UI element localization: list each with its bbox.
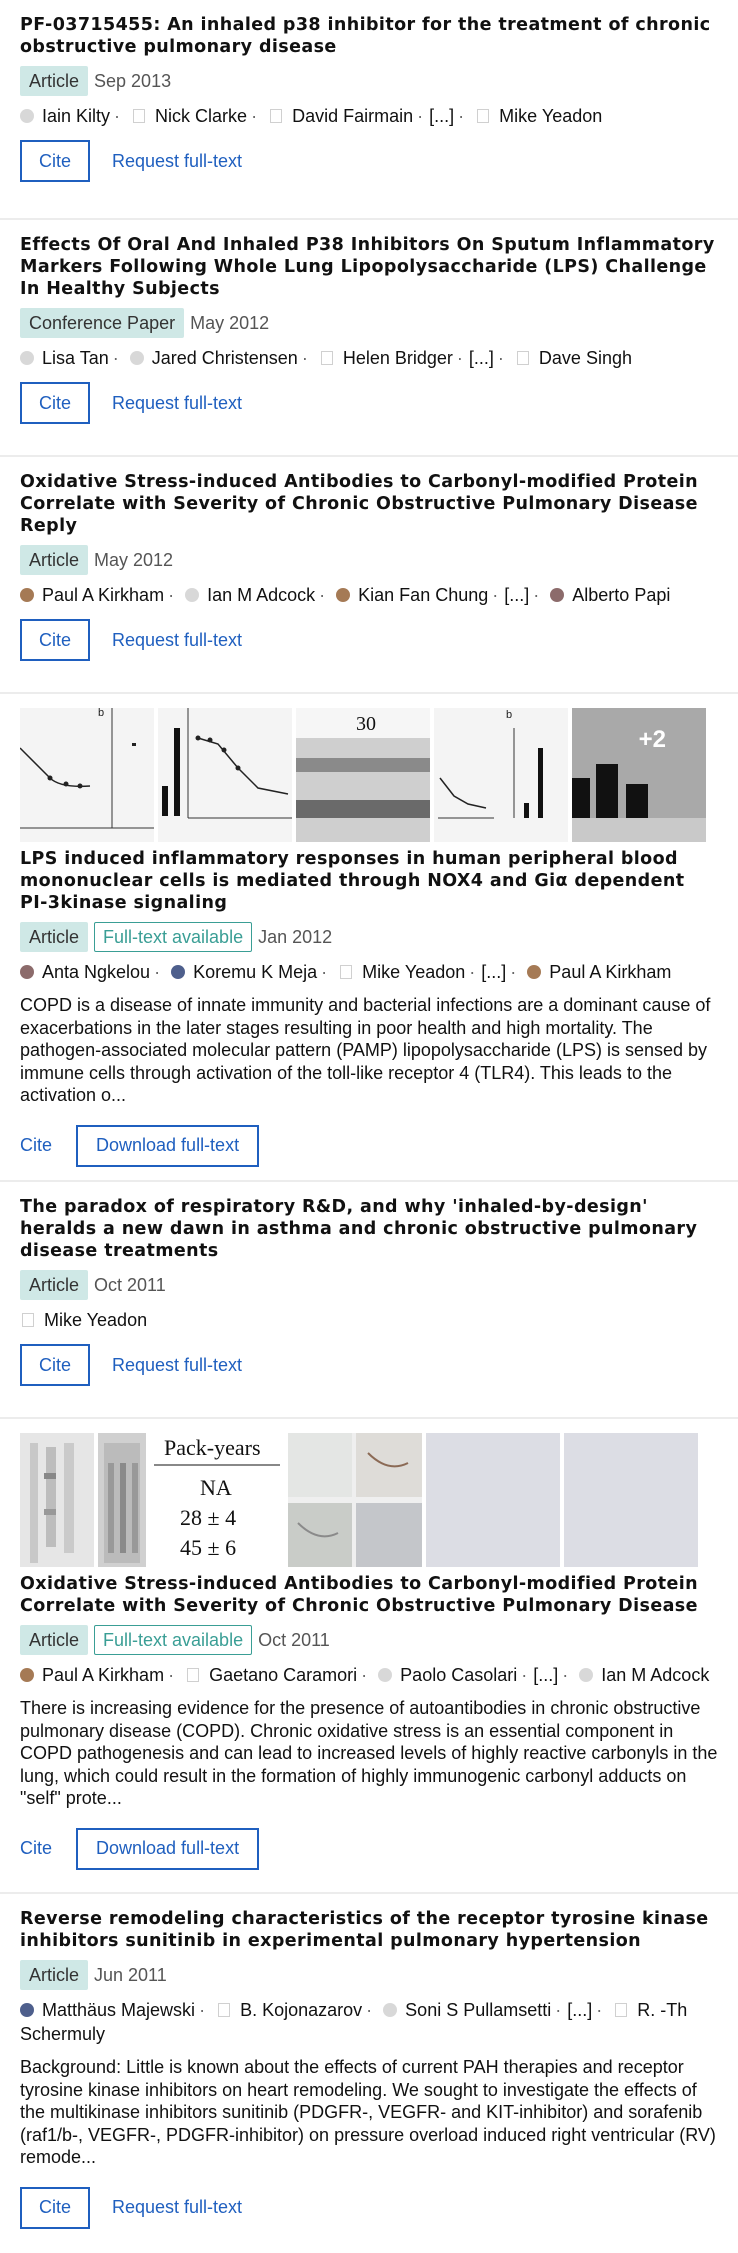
author-link[interactable]: Ian M Adcock xyxy=(601,1665,710,1685)
cite-button[interactable]: Cite xyxy=(20,382,90,424)
request-fulltext-link[interactable]: Request full-text xyxy=(112,1354,243,1375)
cite-button[interactable]: Cite xyxy=(20,619,90,661)
author-link[interactable]: Helen Bridger xyxy=(342,348,453,368)
avatar-placeholder-icon xyxy=(187,1668,199,1682)
avatar xyxy=(550,588,564,602)
avatar-placeholder-icon xyxy=(22,1313,34,1327)
author-link[interactable]: Paul A Kirkham xyxy=(549,962,672,982)
download-fulltext-button[interactable]: Download full-text xyxy=(76,1125,259,1167)
figure-strip[interactable] xyxy=(20,1433,718,1567)
list-item xyxy=(0,1894,738,2217)
result-title[interactable]: Oxidative Stress-induced Antibodies to Carbonyl-modified Protein Correlate with Severity of Chronic Obstructive Pulmonary Disease Reply xyxy=(20,472,699,536)
avatar-placeholder-icon xyxy=(321,351,333,365)
author-link[interactable]: Alberto Papi xyxy=(572,585,671,605)
type-badge: Article xyxy=(20,66,88,96)
author-list: Paul A Kirkham · Gaetano Caramori · Paolo Casolari · [...] · Ian M Adcock xyxy=(20,1663,718,1687)
list-item xyxy=(0,457,738,694)
author-link[interactable]: David Fairmain xyxy=(292,106,414,126)
more-figures-count[interactable]: +2 xyxy=(638,726,666,753)
request-fulltext-link[interactable]: Request full-text xyxy=(112,629,243,650)
result-title[interactable]: Oxidative Stress-induced Antibodies to Carbonyl-modified Protein Correlate with Severity of Chronic Obstructive Pulmonary Disease xyxy=(20,1574,699,1616)
result-date: Sep 2013 xyxy=(94,70,172,91)
result-meta xyxy=(20,66,718,96)
type-badge: Article xyxy=(20,1270,88,1300)
result-date: May 2012 xyxy=(190,312,270,333)
result-date: Oct 2011 xyxy=(94,1274,166,1295)
result-date: May 2012 xyxy=(94,549,174,570)
avatar-placeholder-icon xyxy=(270,109,282,123)
author-link[interactable]: Dave Singh xyxy=(538,348,632,368)
more-authors[interactable]: [...] xyxy=(468,348,494,368)
avatar xyxy=(579,1668,593,1682)
more-authors[interactable]: [...] xyxy=(429,106,455,126)
author-list: Paul A Kirkham · Ian M Adcock · Kian Fan Chung · [...] · Alberto Papi xyxy=(20,583,718,607)
type-badge: Article xyxy=(20,1625,88,1655)
avatar xyxy=(20,1668,34,1682)
more-authors[interactable]: [...] xyxy=(533,1665,559,1685)
author-link[interactable]: Lisa Tan xyxy=(42,348,109,368)
figure-thumbnail[interactable] xyxy=(20,1433,94,1567)
list-item xyxy=(0,0,738,220)
list-item xyxy=(0,220,738,457)
author-link[interactable]: Mike Yeadon xyxy=(499,106,603,126)
author-link[interactable]: Nick Clarke xyxy=(155,106,248,126)
author-list: Matthäus Majewski · B. Kojonazarov · Soni S Pullamsetti · [...] · R. -Th Schermuly xyxy=(20,2000,688,2044)
figure-thumbnail[interactable] xyxy=(564,1433,698,1567)
result-title[interactable]: PF-03715455: An inhaled p38 inhibitor for the treatment of chronic obstructive pulmonary disease xyxy=(20,15,711,57)
author-link[interactable]: Ian M Adcock xyxy=(207,585,316,605)
author-link[interactable]: Mike Yeadon xyxy=(362,962,466,982)
author-link[interactable]: Jared Christensen xyxy=(151,348,298,368)
author-link[interactable]: Paul A Kirkham xyxy=(42,585,165,605)
figure-thumbnail[interactable] xyxy=(20,708,154,842)
type-badge: Article xyxy=(20,1960,88,1990)
avatar xyxy=(336,588,350,602)
figure-thumbnail[interactable] xyxy=(426,1433,560,1567)
result-abstract: Background: Little is known about the effects of current PAH therapies and receptor tyrosine kinase inhibitors on heart remodeling. We sought to investigate the effects of the multikinase inhibitors sunitinib (PDGFR-, VEGFR- and KIT-inhibitor) and sorafenib (raf1/b-, VEGFR-, PDGFR-inhibitor) on pressure overload induced right ventricular (RV) remode... xyxy=(20,2057,716,2167)
list-item xyxy=(0,694,738,1182)
result-actions xyxy=(20,140,718,206)
result-actions xyxy=(20,1828,718,1894)
result-meta xyxy=(20,545,718,575)
avatar-placeholder-icon xyxy=(615,2003,627,2017)
result-title[interactable]: Reverse remodeling characteristics of the receptor tyrosine kinase inhibitors sunitinib in experimental pulmonary hypertension xyxy=(20,1909,709,1951)
result-meta xyxy=(20,1625,718,1655)
more-authors[interactable]: [...] xyxy=(504,585,530,605)
avatar-placeholder-icon xyxy=(218,2003,230,2017)
figure-thumbnail[interactable] xyxy=(158,708,292,842)
avatar xyxy=(20,109,34,123)
author-link[interactable]: Anta Ngkelou xyxy=(42,962,151,982)
request-fulltext-link[interactable]: Request full-text xyxy=(112,2197,243,2217)
list-item xyxy=(0,1419,738,1894)
type-badge: Article xyxy=(20,922,88,952)
author-link[interactable]: Kian Fan Chung xyxy=(358,585,489,605)
avatar xyxy=(185,588,199,602)
author-list xyxy=(20,1308,718,1332)
figure-panel-label: 28 ± 4 xyxy=(180,1505,237,1530)
author-link[interactable]: R. -Th Schermuly xyxy=(20,2000,688,2044)
result-meta xyxy=(20,922,718,952)
figure-thumbnail[interactable] xyxy=(572,708,706,842)
figure-thumbnail[interactable] xyxy=(98,1433,146,1567)
result-actions xyxy=(20,1344,718,1410)
result-date: Jun 2011 xyxy=(94,1964,167,1985)
type-badge: Conference Paper xyxy=(20,308,184,338)
result-abstract: There is increasing evidence for the presence of autoantibodies in chronic obstructive pulmonary disease (COPD). Chronic oxidative stress is an essential component in COPD pathogenesis and can lead to increased levels of highly reactive carbonyls in the lung, which could result in the formation of highly immunogenic carbonyl adducts on "self" prote... xyxy=(20,1698,718,1808)
cite-button[interactable]: Cite xyxy=(20,1135,53,1155)
figure-panel-label: b xyxy=(506,709,513,721)
avatar-placeholder-icon xyxy=(133,109,145,123)
avatar xyxy=(20,588,34,602)
figure-panel-label: 45 ± 6 xyxy=(180,1535,237,1560)
author-link[interactable]: Mike Yeadon xyxy=(44,1310,148,1330)
avatar-placeholder-icon xyxy=(477,109,489,123)
avatar xyxy=(378,1668,392,1682)
figure-thumbnail[interactable] xyxy=(434,708,568,842)
figure-thumbnail[interactable] xyxy=(288,1433,422,1567)
fulltext-badge: Full-text available xyxy=(94,922,252,952)
avatar-placeholder-icon xyxy=(517,351,529,365)
author-link[interactable]: Matthäus Majewski xyxy=(42,2000,196,2020)
fulltext-badge: Full-text available xyxy=(94,1625,252,1655)
avatar xyxy=(171,965,185,979)
result-meta xyxy=(20,1960,718,1990)
author-link[interactable]: Gaetano Caramori xyxy=(209,1665,358,1685)
figure-thumbnail[interactable] xyxy=(150,1433,284,1567)
cite-button[interactable]: Cite xyxy=(20,1344,90,1386)
result-abstract: COPD is a disease of innate immunity and bacterial infections are a dominant cause of exacerbations in the later stages resulting in poor health and high mortality. The pathogen-associated molecular pattern (PAMP) lipopolysaccharide (LPS) is sensed by immune cells through activation of the toll-like receptor 4 (TLR4). This leads to the activation o... xyxy=(20,995,711,1105)
download-fulltext-button[interactable]: Download full-text xyxy=(76,1828,259,1870)
author-list: Anta Ngkelou · Koremu K Meja · Mike Yeadon · [...] · Paul A Kirkham xyxy=(20,960,718,984)
avatar xyxy=(130,351,144,365)
author-link[interactable]: B. Kojonazarov xyxy=(240,2000,363,2020)
result-actions xyxy=(20,2187,718,2253)
result-title[interactable]: Effects Of Oral And Inhaled P38 Inhibitors On Sputum Inflammatory Markers Following Whole Lung Lipopolysaccharide (LPS) Challenge In Healthy Subjects xyxy=(20,235,715,299)
cite-button[interactable]: Cite xyxy=(20,140,90,182)
author-link[interactable]: Koremu K Meja xyxy=(193,962,318,982)
result-actions xyxy=(20,382,718,448)
author-link[interactable]: Paolo Casolari xyxy=(400,1665,518,1685)
avatar-placeholder-icon xyxy=(340,965,352,979)
list-item xyxy=(0,1182,738,1419)
result-actions xyxy=(20,619,718,685)
avatar xyxy=(20,965,34,979)
more-authors[interactable]: [...] xyxy=(481,962,507,982)
result-title[interactable]: The paradox of respiratory R&D, and why 'inhaled-by-design' heralds a new dawn in asthma and chronic obstructive pulmonary disease treatments xyxy=(20,1197,698,1261)
author-list: Iain Kilty · Nick Clarke · David Fairmain · [...] · Mike Yeadon xyxy=(20,104,718,128)
figure-panel-label: b xyxy=(98,708,105,719)
figure-panel-label: NA xyxy=(200,1475,232,1500)
type-badge: Article xyxy=(20,545,88,575)
figure-strip[interactable] xyxy=(20,708,718,842)
avatar xyxy=(527,965,541,979)
result-date: Jan 2012 xyxy=(258,926,333,947)
figure-panel-label: 30 xyxy=(356,713,376,735)
cite-button[interactable]: Cite xyxy=(20,1838,53,1858)
result-actions xyxy=(20,1125,718,1191)
author-link[interactable]: Iain Kilty xyxy=(42,106,111,126)
figure-panel-label: Pack-years xyxy=(164,1435,261,1460)
result-meta xyxy=(20,1270,718,1300)
author-list: Lisa Tan · Jared Christensen · Helen Bridger · [...] · Dave Singh xyxy=(20,346,718,370)
figure-thumbnail[interactable] xyxy=(296,708,430,842)
avatar xyxy=(383,2003,397,2017)
result-date: Oct 2011 xyxy=(258,1629,330,1650)
more-authors[interactable]: [...] xyxy=(567,2000,593,2020)
request-fulltext-link[interactable]: Request full-text xyxy=(112,392,243,413)
request-fulltext-link[interactable]: Request full-text xyxy=(112,150,243,171)
avatar xyxy=(20,2003,34,2017)
author-link[interactable]: Paul A Kirkham xyxy=(42,1665,165,1685)
author-link[interactable]: Soni S Pullamsetti xyxy=(405,2000,552,2020)
cite-button[interactable]: Cite xyxy=(20,2187,90,2229)
result-meta xyxy=(20,308,718,338)
avatar xyxy=(20,351,34,365)
result-title[interactable]: LPS induced inflammatory responses in human peripheral blood mononuclear cells is mediated through NOX4 and Giα dependent PI-3kinase signaling xyxy=(20,849,685,913)
